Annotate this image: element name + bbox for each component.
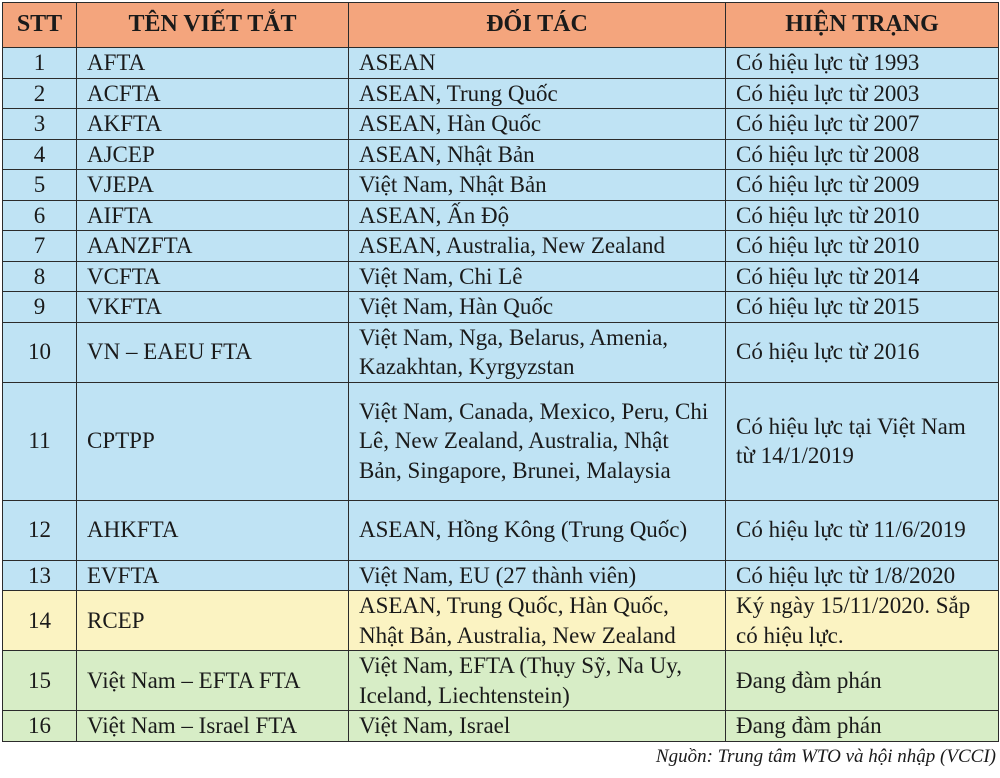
row-partners: Việt Nam, Israel	[349, 711, 726, 742]
fta-table	[2, 2, 999, 742]
row-short-name: AIFTA	[77, 200, 349, 231]
row-partners: ASEAN, Hồng Kông (Trung Quốc)	[349, 500, 726, 560]
table-row	[3, 322, 999, 382]
row-stt: 15	[3, 651, 77, 711]
header-stt: STT	[3, 3, 77, 48]
row-stt: 13	[3, 560, 77, 591]
row-partners: Việt Nam, Nhật Bản	[349, 170, 726, 201]
row-short-name: AFTA	[77, 48, 349, 79]
row-partners: ASEAN, Ấn Độ	[349, 200, 726, 231]
row-short-name: VCFTA	[77, 261, 349, 292]
table-row	[3, 292, 999, 323]
row-short-name: ACFTA	[77, 78, 349, 109]
table-row	[3, 48, 999, 79]
row-stt: 12	[3, 500, 77, 560]
row-stt: 5	[3, 170, 77, 201]
row-partners: Việt Nam, EFTA (Thụy Sỹ, Na Uy, Iceland, Liechtenstein)	[349, 651, 726, 711]
header-partners: ĐỐI TÁC	[349, 3, 726, 48]
row-status: Có hiệu lực từ 2010	[726, 231, 999, 262]
row-partners: ASEAN, Trung Quốc, Hàn Quốc, Nhật Bản, Australia, New Zealand	[349, 591, 726, 651]
row-short-name: VJEPA	[77, 170, 349, 201]
row-status: Ký ngày 15/11/2020. Sắp có hiệu lực.	[726, 591, 999, 651]
row-partners: ASEAN, Australia, New Zealand	[349, 231, 726, 262]
table-row	[3, 651, 999, 711]
row-short-name: Việt Nam – Israel FTA	[77, 711, 349, 742]
row-status: Có hiệu lực tại Việt Nam từ 14/1/2019	[726, 382, 999, 500]
table-row	[3, 500, 999, 560]
row-status: Có hiệu lực từ 2007	[726, 109, 999, 140]
row-short-name: AANZFTA	[77, 231, 349, 262]
row-short-name: EVFTA	[77, 560, 349, 591]
table-row	[3, 591, 999, 651]
row-status: Có hiệu lực từ 2014	[726, 261, 999, 292]
row-status: Có hiệu lực từ 2009	[726, 170, 999, 201]
table-row	[3, 78, 999, 109]
row-short-name: Việt Nam – EFTA FTA	[77, 651, 349, 711]
table-body	[3, 48, 999, 742]
row-status: Có hiệu lực từ 2003	[726, 78, 999, 109]
row-stt: 1	[3, 48, 77, 79]
row-partners: ASEAN, Hàn Quốc	[349, 109, 726, 140]
row-stt: 10	[3, 322, 77, 382]
row-status: Có hiệu lực từ 1993	[726, 48, 999, 79]
row-partners: ASEAN, Nhật Bản	[349, 139, 726, 170]
row-partners: Việt Nam, Nga, Belarus, Amenia, Kazakhtan, Kyrgyzstan	[349, 322, 726, 382]
row-short-name: AHKFTA	[77, 500, 349, 560]
table-row	[3, 109, 999, 140]
row-status: Có hiệu lực từ 11/6/2019	[726, 500, 999, 560]
row-status: Có hiệu lực từ 2016	[726, 322, 999, 382]
header-row	[3, 3, 999, 48]
row-status: Có hiệu lực từ 2008	[726, 139, 999, 170]
row-short-name: RCEP	[77, 591, 349, 651]
row-status: Có hiệu lực từ 1/8/2020	[726, 560, 999, 591]
row-stt: 14	[3, 591, 77, 651]
header-status: HIỆN TRẠNG	[726, 3, 999, 48]
table-header	[3, 3, 999, 48]
row-partners: Việt Nam, EU (27 thành viên)	[349, 560, 726, 591]
table-row	[3, 139, 999, 170]
table-row	[3, 711, 999, 742]
row-stt: 9	[3, 292, 77, 323]
source-note: Nguồn: Trung tâm WTO và hội nhập (VCCI)	[655, 746, 996, 767]
row-stt: 6	[3, 200, 77, 231]
row-status: Có hiệu lực từ 2010	[726, 200, 999, 231]
row-stt: 2	[3, 78, 77, 109]
row-partners: Việt Nam, Chi Lê	[349, 261, 726, 292]
table-row	[3, 382, 999, 500]
row-short-name: AKFTA	[77, 109, 349, 140]
row-short-name: VKFTA	[77, 292, 349, 323]
row-partners: ASEAN	[349, 48, 726, 79]
row-short-name: VN – EAEU FTA	[77, 322, 349, 382]
row-stt: 8	[3, 261, 77, 292]
table-row	[3, 261, 999, 292]
row-stt: 16	[3, 711, 77, 742]
row-stt: 11	[3, 382, 77, 500]
row-stt: 4	[3, 139, 77, 170]
table-row	[3, 200, 999, 231]
header-short-name: TÊN VIẾT TẮT	[77, 3, 349, 48]
row-stt: 7	[3, 231, 77, 262]
table-row	[3, 170, 999, 201]
row-stt: 3	[3, 109, 77, 140]
row-partners: ASEAN, Trung Quốc	[349, 78, 726, 109]
row-partners: Việt Nam, Hàn Quốc	[349, 292, 726, 323]
table-row	[3, 231, 999, 262]
row-short-name: CPTPP	[77, 382, 349, 500]
row-status: Đang đàm phán	[726, 711, 999, 742]
row-partners: Việt Nam, Canada, Mexico, Peru, Chi Lê, New Zealand, Australia, Nhật Bản, Singapore, Brunei, Malaysia	[349, 382, 726, 500]
row-status: Có hiệu lực từ 2015	[726, 292, 999, 323]
table-row	[3, 560, 999, 591]
row-status: Đang đàm phán	[726, 651, 999, 711]
row-short-name: AJCEP	[77, 139, 349, 170]
